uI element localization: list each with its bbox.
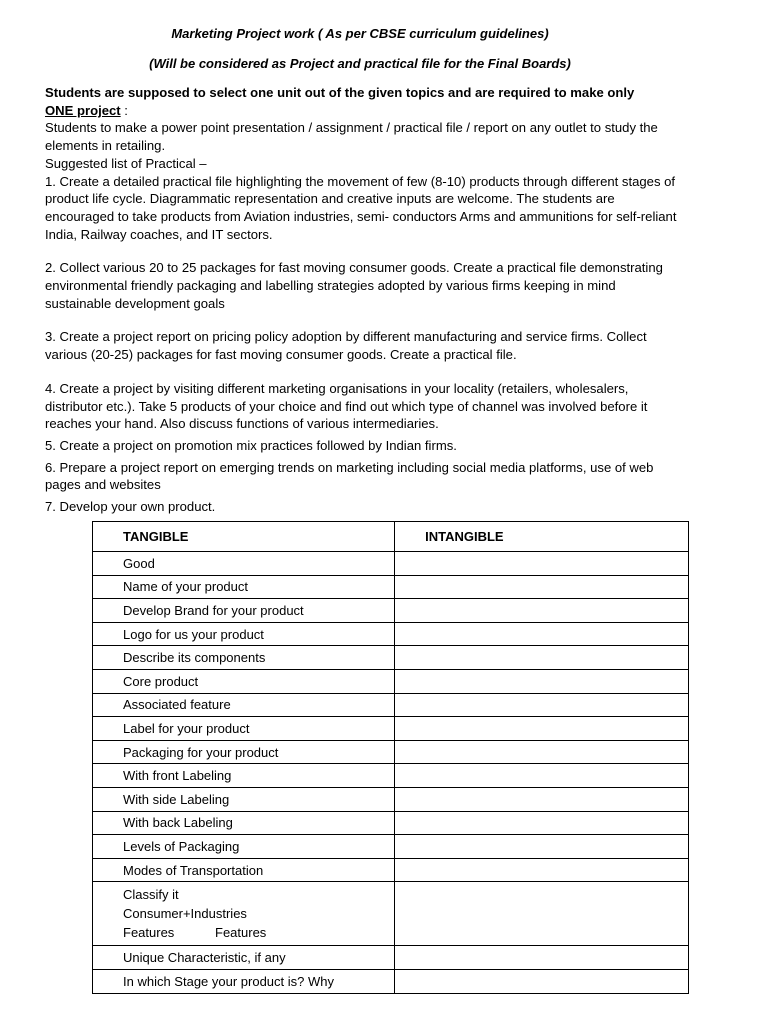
outlet-instruction: Students to make a power point presentation / assignment / practical file / report on any outlet to study the elements in retailing. [45, 120, 658, 154]
table-row [93, 787, 689, 811]
practical-item-5: 5. Create a project on promotion mix practices followed by Indian firms. [45, 437, 457, 453]
classify-features-left: Features [123, 925, 175, 941]
column-header-intangible: INTANGIBLE [395, 522, 689, 552]
row-label: With side Labeling [93, 787, 395, 811]
row-label: Unique Characteristic, if any [93, 946, 395, 970]
empty-cell [395, 552, 689, 576]
row-label: Develop Brand for your product [93, 599, 395, 623]
practical-item-6: 6. Prepare a project report on emerging trends on marketing including social media platforms, use of web pages and websites [45, 459, 654, 493]
classify-features-right: Features [215, 925, 267, 941]
table-row [93, 717, 689, 741]
row-label: Label for your product [93, 717, 395, 741]
empty-cell [395, 740, 689, 764]
empty-cell [395, 646, 689, 670]
row-label: With back Labeling [93, 811, 395, 835]
row-label: Logo for us your product [93, 622, 395, 646]
row-label: Core product [93, 669, 395, 693]
empty-cell [395, 669, 689, 693]
classify-consumer-industries: Consumer+Industries [123, 906, 247, 922]
table-row-classify [93, 882, 689, 946]
table-header-row [93, 522, 689, 552]
empty-cell [395, 693, 689, 717]
practical-item-4: 4. Create a project by visiting different marketing organisations in your locality (retailers, wholesalers, distributor etc.). Take 5 products of your choice and find out which type of channel was involved before it reaches your hand. Also discuss functions of various intermediaries. [45, 380, 648, 432]
empty-cell [395, 835, 689, 859]
classify-cell [93, 882, 395, 946]
empty-cell [395, 599, 689, 623]
empty-cell [395, 882, 689, 946]
row-label: Associated feature [93, 693, 395, 717]
empty-cell [395, 764, 689, 788]
column-header-tangible: TANGIBLE [93, 522, 395, 552]
row-label: With front Labeling [93, 764, 395, 788]
practical-item-3: 3. Create a project report on pricing policy adoption by different manufacturing and service firms. Collect various (20-25) packages for fast moving consumer goods. Create a practical file. [45, 329, 647, 363]
empty-cell [395, 969, 689, 993]
table-row [93, 599, 689, 623]
table-row [93, 575, 689, 599]
empty-cell [395, 858, 689, 882]
table-row [93, 669, 689, 693]
row-label: In which Stage your product is? Why [93, 969, 395, 993]
row-label: Name of your product [93, 575, 395, 599]
row-label: Describe its components [93, 646, 395, 670]
document-body [45, 84, 680, 516]
row-label: Good [93, 552, 395, 576]
practical-item-2: 2. Collect various 20 to 25 packages for fast moving consumer goods. Create a practical file demonstrating environmental friendly packaging and labelling strategies adopted by various firms keeping in mind sustainable development goals [45, 260, 663, 311]
document-title: Marketing Project work ( As per CBSE curriculum guidelines) [171, 26, 549, 41]
instructions-paragraph [45, 84, 680, 119]
suggested-heading: Suggested list of Practical – [45, 155, 207, 171]
empty-cell [395, 787, 689, 811]
row-label: Modes of Transportation [93, 858, 395, 882]
one-project-text: ONE project [45, 102, 121, 118]
empty-cell [395, 622, 689, 646]
table-row [93, 811, 689, 835]
table-row [93, 858, 689, 882]
table-row [93, 622, 689, 646]
colon-text: : [120, 102, 128, 118]
table-row [93, 552, 689, 576]
table-row [93, 969, 689, 993]
row-label: Packaging for your product [93, 740, 395, 764]
empty-cell [395, 575, 689, 599]
table-row [93, 835, 689, 859]
table-row [93, 693, 689, 717]
instruction-bold-text: Students are supposed to select one unit out of the given topics and are required to make only [45, 85, 635, 100]
practical-item-1: 1. Create a detailed practical file highlighting the movement of few (8-10) products through different stages of product life cycle. Diagrammatic representation and creative inputs are welcome. The students are encouraged to take products from Aviation industries, semi- conductors Arms and ammunitions for self-reliant India, Railway coaches, and IT sectors. [45, 173, 677, 242]
document-subtitle: (Will be considered as Project and practical file for the Final Boards) [149, 56, 571, 71]
empty-cell [395, 717, 689, 741]
classify-label: Classify it [123, 887, 179, 903]
table-row [93, 946, 689, 970]
table-row [93, 646, 689, 670]
empty-cell [395, 811, 689, 835]
practical-item-7: 7. Develop your own product. [45, 499, 216, 515]
product-table [92, 521, 689, 994]
row-label: Levels of Packaging [93, 835, 395, 859]
table-row [93, 740, 689, 764]
table-row [93, 764, 689, 788]
empty-cell [395, 946, 689, 970]
